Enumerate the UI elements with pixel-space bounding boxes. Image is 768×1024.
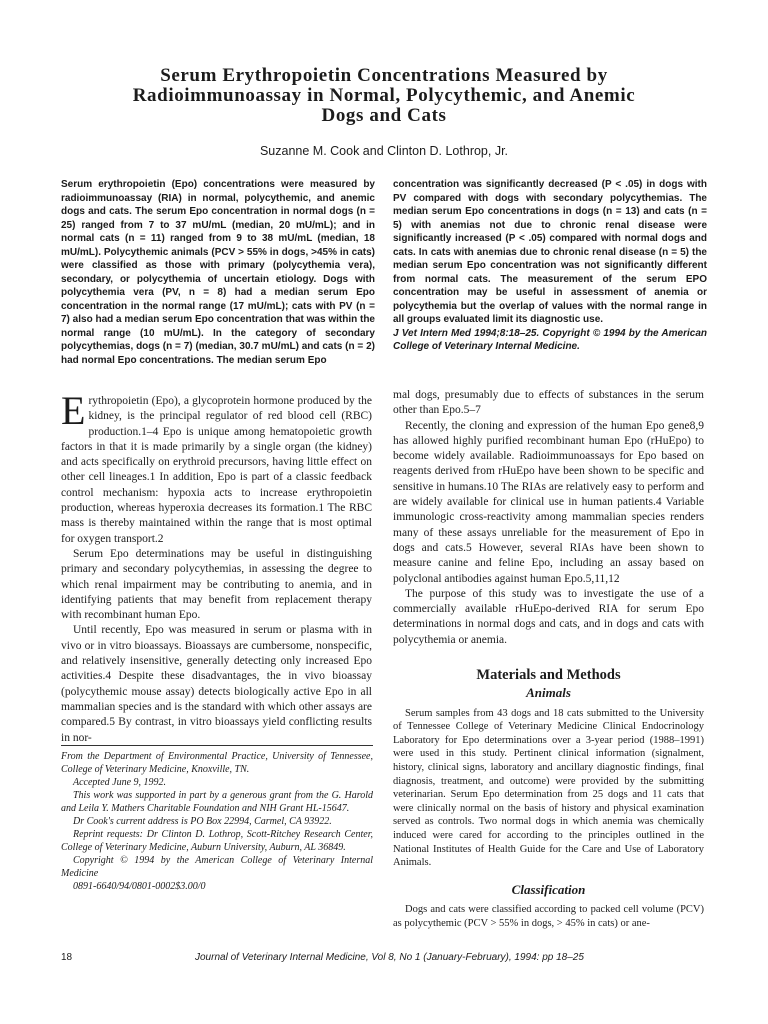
abstract-right-column: [393, 178, 707, 354]
footnote-accepted: Accepted June 9, 1992.: [73, 777, 167, 788]
methods-animals: [393, 707, 704, 870]
abstract-citation: J Vet Intern Med 1994;8:18–25. Copyright © 1994 by the American College of Veterinary Internal Medicine.: [393, 327, 707, 352]
footnote-address: Dr Cook's current address is PO Box 22994, Carmel, CA 93922.: [73, 816, 332, 827]
footnote-funding: This work was supported in part by a generous grant from the G. Harold and Leila Y. Mathers Charitable Foundation and NIH Grant HL-15647.: [61, 790, 373, 814]
body-left-column: [61, 388, 372, 746]
abstract-right-text: concentration was significantly decreased (P < .05) in dogs with PV compared with dogs with secondary polycythemias. The median serum Epo concentrations in dogs (n = 13) and cats (n = 5) with anemias not due to chronic renal disease were significantly increased (P < .05) compared with normal dogs and cats. In cats with anemias due to chronic renal disease (n = 5) the median serum Epo concentration was not significantly different from normal cats. The measurement of the serum EPO concentration may be useful in assessment of anemia or polycythemia but the overlap of values with the normal range in all groups evaluated limit its diagnostic use.: [393, 179, 707, 325]
body-paragraph: Dogs and cats were classified according to packed cell volume (PCV) as polycythemic (PCV > 55% in dogs, > 45% in cats) or ane-: [393, 904, 704, 929]
section-heading: Materials and Methods: [476, 667, 621, 684]
body-paragraph: Recently, the cloning and expression of the human Epo gene8,9 has allowed highly purified recombinant human Epo (rHuEpo) to become widely available. Radioimmunoassays for Epo based on reagents derived from rHuEpo have been shown to be specific and sensitive in humans.10 The RIAs are relatively easy to perform and are widely available for clinical use in human patients.4 Variable immunologic cross-reactivity among mammalian species renders many of these assays unreliable for the measurement of Epo in dogs and cats.5 However, several RIAs have been shown to measure canine and feline Epo, including an assay based on polyclonal antibodies against human Epo.5,11,12: [393, 419, 704, 585]
abstract-left-column: Serum erythropoietin (Epo) concentrations were measured by radioimmunoassay (RIA) in normal, polycythemic, and anemic dogs and cats. The serum Epo concentration in normal dogs (n = 25) ranged from 7 to 37 mU/mL (median, 20 mU/mL); and in normal cats (n = 11) ranged from 9 to 38 mU/mL (median, 18 mU/mL). Polycythemic animals (PCV > 55% in dogs, >45% in cats) were classified as those with primary (polycythemia vera), secondary, or polycythemia of uncertain etiology. Dogs with polycythemia vera (PV, n = 8) had a median serum Epo concentration in the normal range (17 mU/mL); cats with PV (n = 7) also had a median serum Epo concentration that was within the normal range (10 mU/mL). In the category of secondary polycythemias, dogs (n = 7) (median, 30.7 mU/mL) and cats (n = 2) had normal Epo concentrations. The median serum Epo: [61, 179, 375, 366]
body-paragraph: Until recently, Epo was measured in serum or plasma with in vivo or in vitro bioassays. Bioassays are cumbersome, nonspecific, and relatively insensitive, generally detecting only increased Epo activities.4 Despite these disadvantages, the in vivo bioassay (polycythemic mouse assay) detects biologically active Epo in all mammalian species and is the standard with which other assays are compared.5 By contrast, in vitro bioassays yield conflicting results in nor-: [61, 624, 372, 744]
body-right-column: [393, 388, 704, 930]
body-paragraph: Serum Epo determinations may be useful in distinguishing primary and secondary polycythemias, in assessing the degree to which renal impairment may be contributing to anemia, and in identifying patients that may benefit from replacement therapy with recombinant human Epo.: [61, 547, 372, 622]
subsection-heading-animals: Animals: [526, 685, 571, 701]
title-line-1: Serum Erythropoietin Concentrations Measured by: [160, 65, 608, 86]
page-number: 18: [61, 952, 73, 963]
title-line-3: Dogs and Cats: [321, 105, 447, 126]
article-title: [60, 66, 708, 126]
journal-citation: Journal of Veterinary Internal Medicine, Vol 8, No 1 (January-February), 1994: pp 18–25: [195, 952, 584, 963]
footnote-copyright: Copyright © 1994 by the American College of Veterinary Internal Medicine: [61, 855, 373, 879]
title-line-2: Radioimmunoassay in Normal, Polycythemic, and Anemic: [132, 85, 636, 106]
body-paragraph: The purpose of this study was to investigate the use of a commercially available rHuEpo-derived RIA for serum Epo determinations in normal dogs and cats, and in dogs and cats with polycythemia or anemia.: [393, 587, 704, 646]
subsection-heading-classification: Classification: [511, 881, 586, 897]
footnotes: [61, 750, 373, 893]
body-paragraph: Serum samples from 43 dogs and 18 cats submitted to the University of Tennessee College of Veterinary Medicine Clinical Endocrinology Laboratory for Epo determinations over a 3-year period (1988–1991) were used in this study. Pertinent clinical information (signalment, history, clinical signs, laboratory and ancillary diagnostic findings, final diagnosis, treatment, and outcome) were provided by the submitting veterinarian. Serum Epo determination from 25 dogs and 11 cats that were clinically normal on the basis of history and physical examination served as controls. Two normal dogs in which anemia was chemically induced were cared for according to the principles outlined in the National Institutes of Health Guide for the Care and Use of Laboratory Animals.: [393, 707, 704, 869]
footnote-divider: [61, 745, 373, 746]
author-line: Suzanne M. Cook and Clinton D. Lothrop, Jr.: [259, 144, 509, 158]
footnote-reprints: Reprint requests: Dr Clinton D. Lothrop, Scott-Ritchey Research Center, College of Veterinary Medicine, Auburn University, Auburn, AL 36849.: [61, 829, 373, 853]
methods-classification: [393, 903, 704, 930]
intro-paragraph: [61, 388, 372, 547]
intro-text: rythropoietin (Epo), a glycoprotein hormone produced by the kidney, is the principal regulator of red blood cell (RBC) production.1–4 Epo is unique among hematopoietic growth factors in that it is made primarily by a single organ (the kidney) and acts specifically on erythroid precursors, having little effect on other cell lineages.1 In addition, Epo is part of a classic feedback control mechanism: hypoxia acts to increase erythropoietin production, whereas hyperoxia decreases its formation.1 The RBC mass is thereby maintained within the range that is most optimal for oxygen transport.2: [61, 395, 372, 545]
footnote-affiliation: From the Department of Environmental Practice, University of Tennessee, College of Veterinary Medicine, Knoxville, TN.: [61, 751, 373, 775]
drop-cap: E: [61, 388, 86, 433]
footnote-code: 0891-6640/94/0801-0002$3.00/0: [73, 881, 206, 892]
body-paragraph: mal dogs, presumably due to effects of substances in the serum other than Epo.5–7: [393, 389, 704, 417]
